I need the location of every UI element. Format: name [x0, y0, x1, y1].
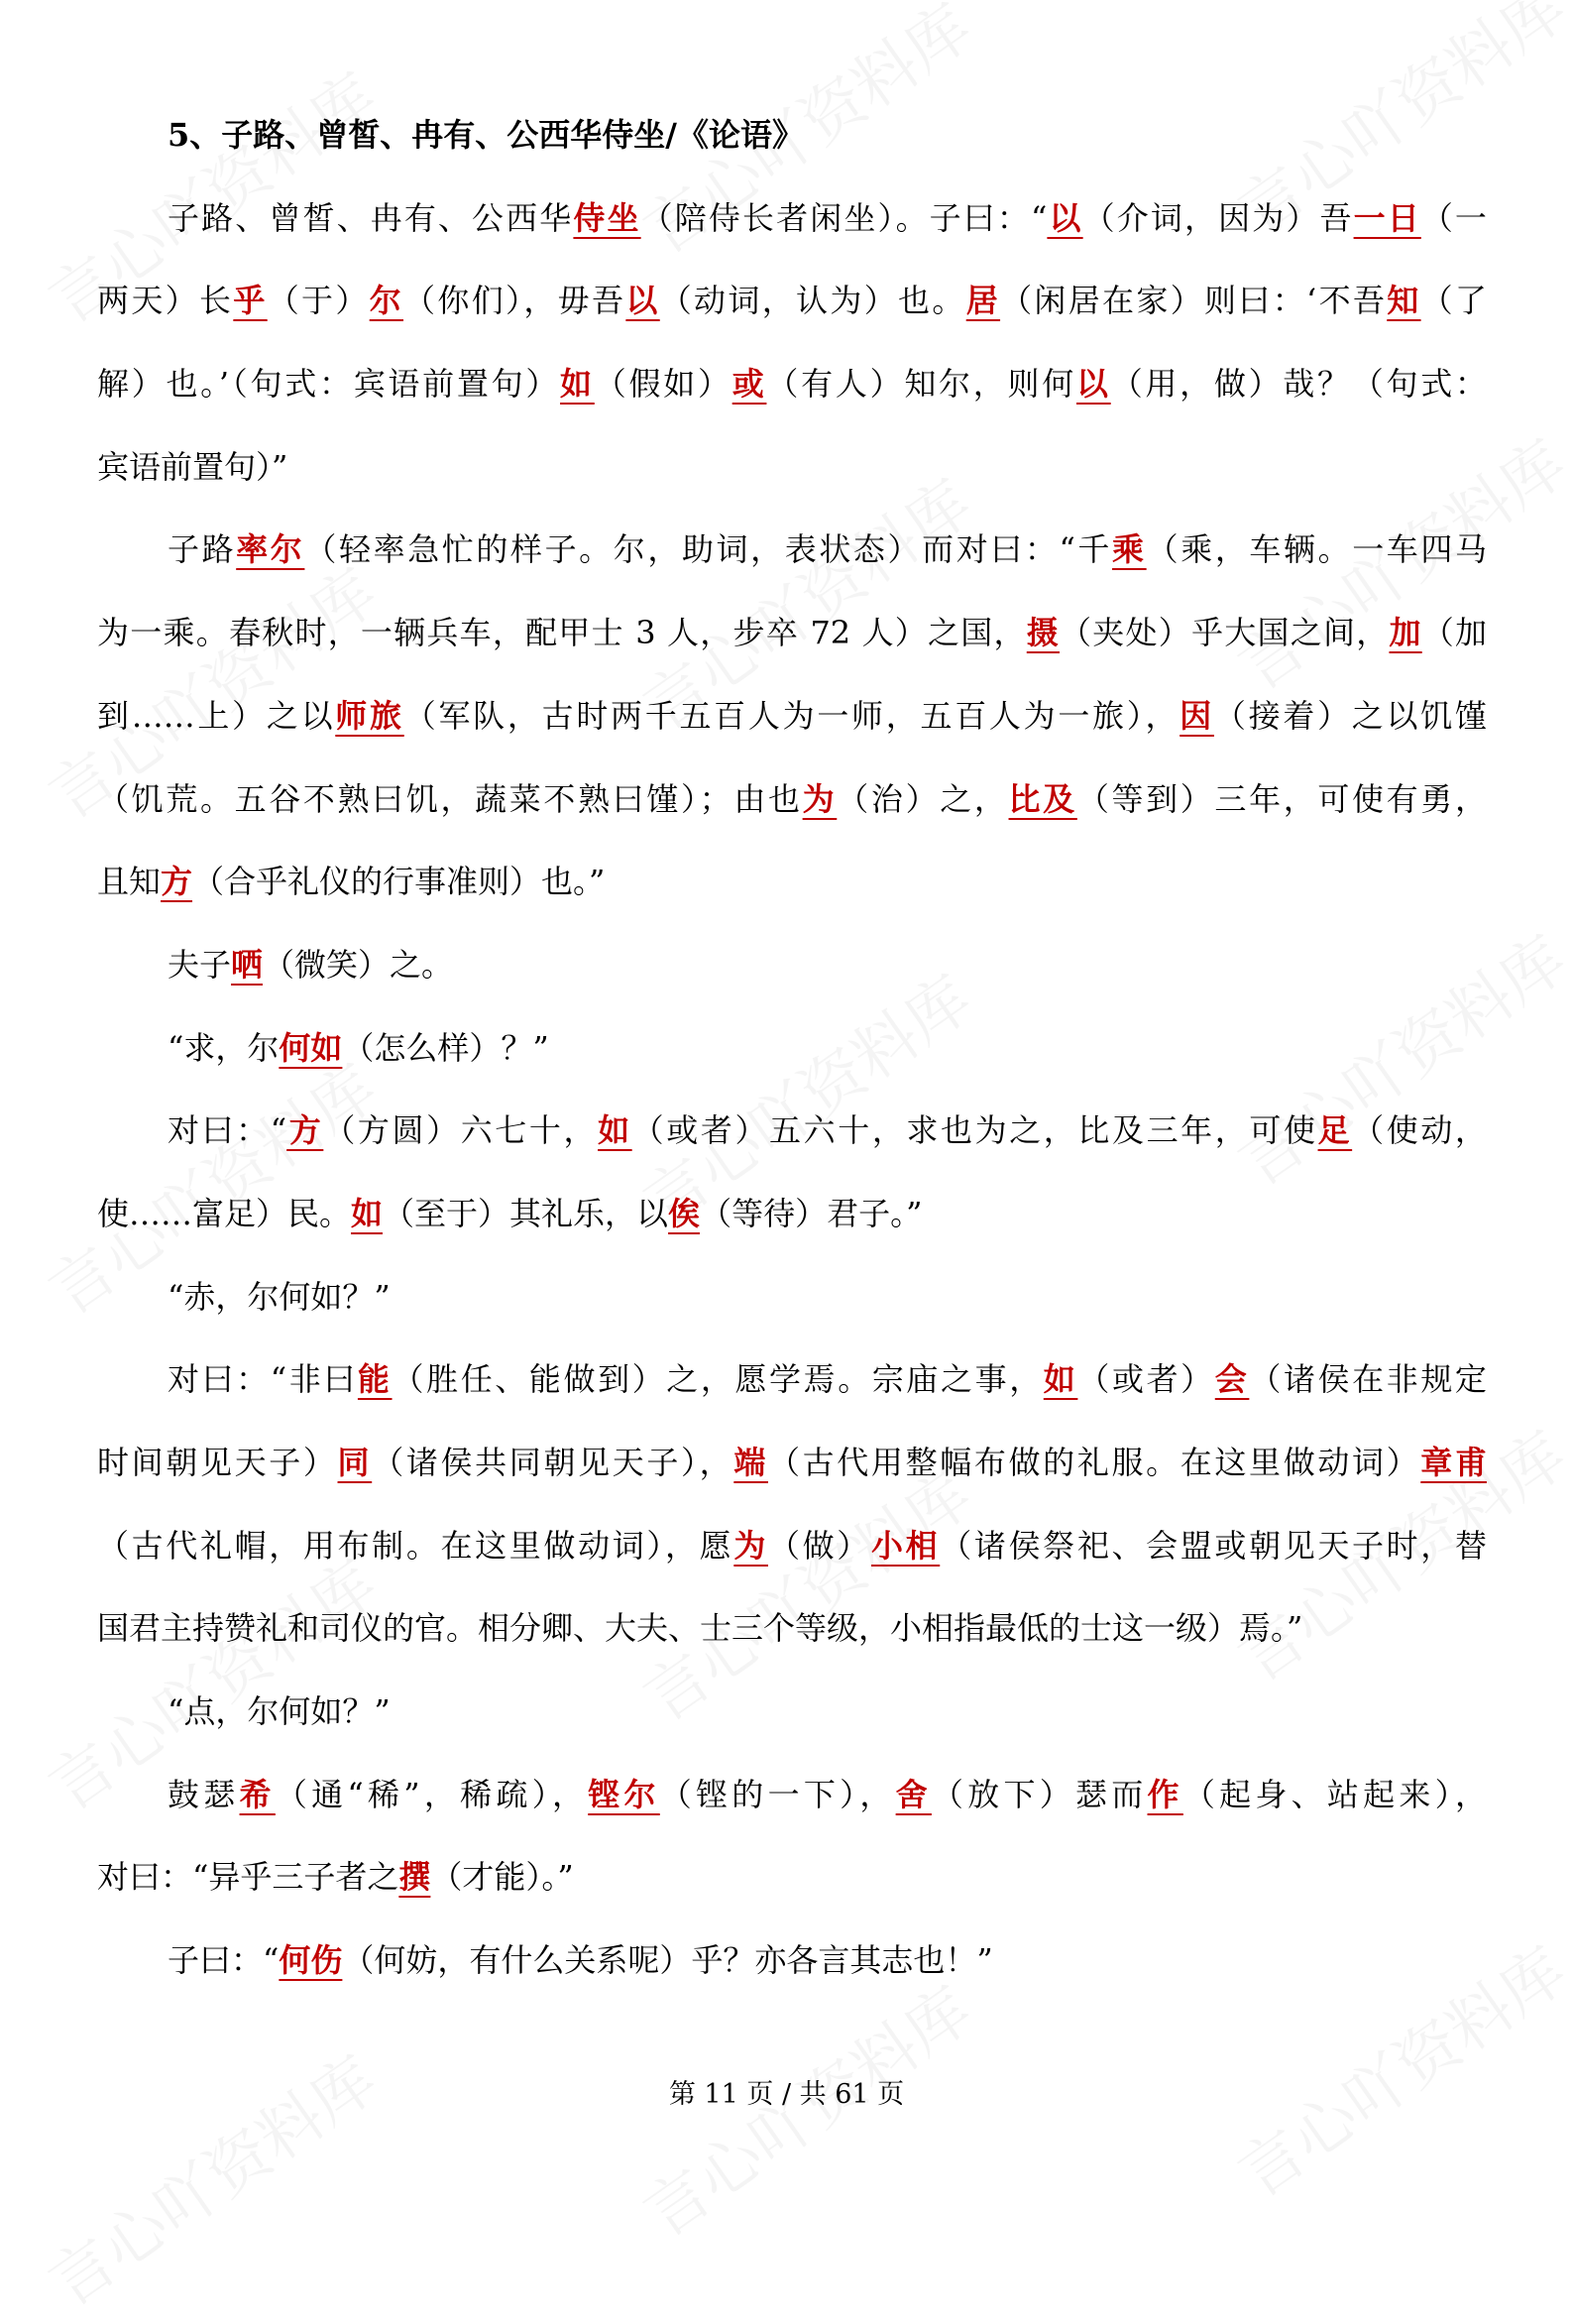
- text-segment: （于）: [267, 282, 370, 320]
- paragraph-line: [97, 592, 1487, 675]
- paragraph-line: [97, 343, 1487, 426]
- key-term: 以: [1047, 198, 1083, 237]
- key-term: 师旅: [335, 696, 404, 735]
- text-segment: 对曰：“: [168, 1111, 287, 1150]
- key-term: 或: [731, 365, 767, 404]
- paragraph-line: [97, 1505, 1487, 1588]
- key-term: 以: [1075, 365, 1111, 404]
- paragraph-line: [97, 924, 1487, 1007]
- key-term: 乘: [1112, 530, 1147, 569]
- key-term: 方: [286, 1111, 324, 1150]
- key-term: 如: [560, 365, 595, 404]
- paragraph-line: [97, 1338, 1487, 1422]
- key-term: 侍坐: [573, 198, 641, 237]
- text-segment: （微笑）之。: [263, 945, 454, 984]
- page-number: 第 11 页 / 共 61 页: [668, 2079, 905, 2110]
- text-segment: （方圆）六七十，: [323, 1111, 599, 1150]
- text-segment: （使动，: [1352, 1111, 1487, 1150]
- text-segment: （做）: [767, 1526, 871, 1565]
- key-term: 摄: [1026, 614, 1061, 652]
- text-segment: （至于）其礼乐，以: [383, 1194, 669, 1232]
- text-segment: （或者）: [1077, 1360, 1215, 1399]
- key-term: 何伤: [279, 1941, 343, 1980]
- key-term: 会: [1214, 1360, 1250, 1399]
- key-term: 小相: [870, 1526, 941, 1565]
- text-segment: （通“稀”，稀疏），: [275, 1775, 589, 1813]
- text-segment: 国君主持赞礼和司仪的官。相分卿、大夫、士三个等级，小相指最低的士这一级）焉。”: [97, 1609, 1303, 1648]
- paragraph-line: [97, 1919, 1487, 2003]
- key-term: 知: [1387, 282, 1421, 320]
- key-term: 希: [239, 1775, 276, 1813]
- key-term: 何如: [279, 1028, 343, 1067]
- key-term: 率尔: [236, 530, 305, 569]
- key-term: 铿尔: [588, 1775, 660, 1813]
- text-segment: （轻率急忙的样子。尔，助词，表状态）而对曰：“千: [304, 530, 1113, 569]
- key-term: 端: [733, 1444, 768, 1481]
- paragraph-line: [97, 1007, 1487, 1091]
- key-term: 居: [965, 282, 1001, 320]
- paragraph-line: [97, 1671, 1487, 1754]
- text-segment: “点，尔何如？”: [168, 1692, 391, 1731]
- text-segment: （诸侯在非规定: [1249, 1360, 1487, 1399]
- text-segment: （动词，认为）也。: [659, 282, 966, 320]
- key-term: 能: [357, 1360, 393, 1399]
- text-segment: （加: [1421, 614, 1487, 652]
- paragraph-line: [97, 841, 1487, 924]
- text-segment: （何妨，有什么关系呢）乎？亦各言其志也！”: [342, 1941, 993, 1980]
- text-segment: （闲居在家）则曰：‘不吾: [1000, 282, 1388, 320]
- key-term: 如: [598, 1111, 632, 1150]
- text-segment: 子路、曾皙、冉有、公西华: [168, 198, 574, 237]
- key-term: 一日: [1353, 198, 1421, 237]
- text-segment: （怎么样）？”: [342, 1028, 549, 1067]
- paragraph-line: [97, 1173, 1487, 1256]
- key-term: 作: [1147, 1775, 1183, 1813]
- text-segment: （假如）: [594, 365, 732, 404]
- paragraph-line: [97, 1587, 1487, 1671]
- key-term: 章甫: [1420, 1444, 1487, 1481]
- paragraph-line: [97, 1256, 1487, 1339]
- paragraph-line: [97, 1090, 1487, 1173]
- text-segment: 两天）长: [97, 282, 234, 320]
- key-term: 加: [1389, 614, 1422, 652]
- text-segment: （才能）。”: [430, 1858, 574, 1897]
- text-segment: （诸侯祭祀、会盟或朝见天子时，替: [940, 1526, 1487, 1565]
- text-segment: （古代礼帽，用布制。在这里做动词），愿: [97, 1526, 734, 1565]
- text-segment: （放下）瑟而: [931, 1775, 1148, 1813]
- paragraph-line: [97, 1754, 1487, 1837]
- text-segment: （军队，古时两千五百人为一师，五百人为一旅），: [403, 696, 1180, 735]
- text-segment: 解）也。’（句式：宾语前置句）: [97, 365, 561, 404]
- paragraph-line: [97, 1836, 1487, 1919]
- key-term: 足: [1317, 1111, 1353, 1150]
- text-segment: （一: [1420, 198, 1487, 237]
- text-segment: 对曰：“非曰: [168, 1360, 358, 1399]
- text-segment: （有人）知尔，则何: [766, 365, 1076, 404]
- key-term: 舍: [895, 1775, 932, 1813]
- key-term: 如: [1043, 1360, 1078, 1399]
- paragraph-line: [97, 260, 1487, 343]
- text-segment: （饥荒。五谷不熟曰饥，蔬菜不熟曰馑）；由也: [97, 779, 803, 818]
- text-segment: （等到）三年，可使有勇，: [1076, 779, 1487, 818]
- text-segment: 对曰：“异乎三子者之: [97, 1858, 399, 1897]
- text-segment: “赤，尔何如？”: [168, 1277, 391, 1316]
- key-term: 方: [161, 863, 193, 901]
- document-body: [97, 94, 1487, 2003]
- text-segment: （铿的一下），: [659, 1775, 896, 1813]
- key-term: 尔: [369, 282, 404, 320]
- text-segment: 使……富足）民。: [97, 1194, 352, 1232]
- text-segment: （介词，因为）吾: [1082, 198, 1354, 237]
- text-segment: （胜任、能做到）之，愿学焉。宗庙之事，: [392, 1360, 1044, 1399]
- text-segment: （合乎礼仪的行事准则）也。”: [192, 863, 606, 901]
- key-term: 乎: [233, 282, 268, 320]
- text-segment: 鼓瑟: [168, 1775, 240, 1813]
- paragraph-line: [97, 675, 1487, 758]
- key-term: 哂: [231, 945, 264, 984]
- paragraph-line: [97, 426, 1487, 510]
- text-segment: （诸侯共同朝见天子），: [372, 1444, 734, 1481]
- text-segment: （等待）君子。”: [700, 1194, 923, 1232]
- text-segment: （夹处）乎大国之间，: [1060, 614, 1390, 652]
- text-segment: 时间朝见天子）: [97, 1444, 338, 1481]
- text-segment: 宾语前置句）”: [97, 447, 288, 486]
- section-title: 5、子路、曾皙、冉有、公西华侍坐/《论语》: [168, 116, 804, 154]
- key-term: 为: [802, 779, 838, 818]
- text-segment: （古代用整幅布做的礼服。在这里做动词）: [767, 1444, 1421, 1481]
- text-segment: 夫子: [168, 945, 232, 984]
- key-term: 比及: [1008, 779, 1077, 818]
- text-segment: 子曰：“: [168, 1941, 280, 1980]
- text-segment: （起身、站起来），: [1182, 1775, 1487, 1813]
- text-segment: （了: [1420, 282, 1487, 320]
- text-segment: 到……上）之以: [97, 696, 336, 735]
- key-term: 如: [351, 1194, 384, 1232]
- key-term: 俟: [668, 1194, 701, 1232]
- text-segment: （接着）之以饥馑: [1213, 696, 1487, 735]
- text-segment: 且知: [97, 863, 162, 901]
- paragraph-line: [97, 509, 1487, 592]
- key-term: 撰: [398, 1858, 431, 1897]
- paragraph-line: [97, 758, 1487, 842]
- key-term: 以: [625, 282, 660, 320]
- text-segment: （用，做）哉？（句式：: [1110, 365, 1487, 404]
- paragraph-line: [97, 177, 1487, 261]
- text-segment: （或者）五六十，求也为之，比及三年，可使: [631, 1111, 1318, 1150]
- text-segment: （乘，车辆。一车四马: [1146, 530, 1487, 569]
- paragraph-line: [97, 1422, 1487, 1505]
- text-segment: 子路: [168, 530, 237, 569]
- text-segment: （陪侍长者闲坐）。子曰：“: [640, 198, 1048, 237]
- text-segment: （治）之，: [837, 779, 1009, 818]
- key-term: 同: [337, 1444, 373, 1481]
- key-term: 为: [733, 1526, 768, 1565]
- text-segment: 为一乘。春秋时，一辆兵车，配甲士 3 人，步卒 72 人）之国，: [97, 614, 1027, 652]
- text-segment: “求，尔: [168, 1028, 280, 1067]
- text-segment: （你们），毋吾: [403, 282, 626, 320]
- key-term: 因: [1180, 696, 1214, 735]
